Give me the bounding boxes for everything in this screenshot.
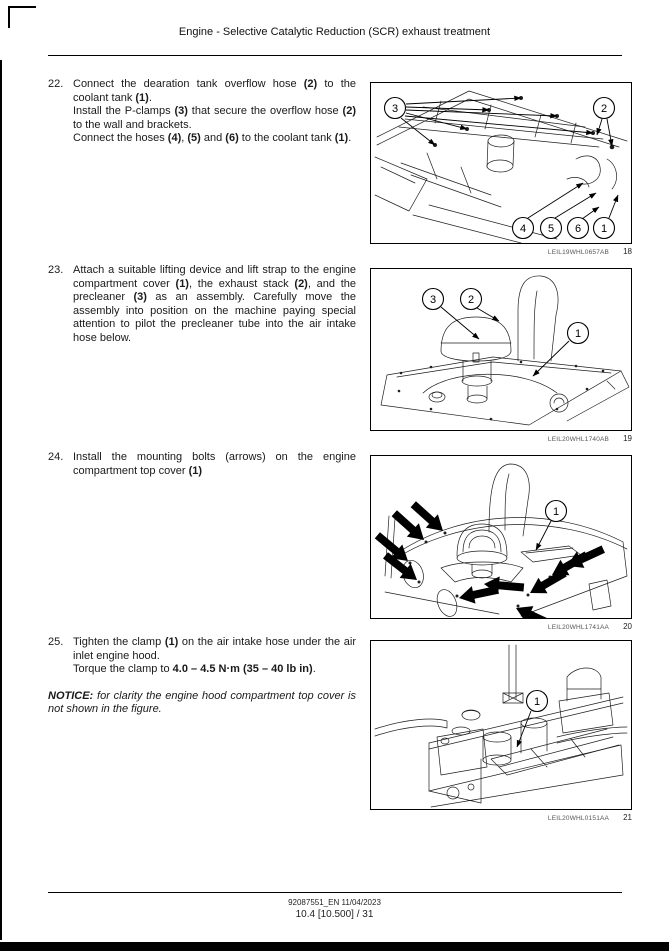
step-column bbox=[48, 451, 370, 478]
callout-number: 4 bbox=[519, 222, 527, 235]
step-23 bbox=[48, 264, 356, 345]
content-row bbox=[48, 76, 632, 258]
mounting-bolts-illustration bbox=[371, 456, 631, 618]
figure-number: 18 bbox=[623, 247, 632, 256]
header-divider bbox=[48, 55, 622, 56]
step-number: 25. bbox=[48, 636, 64, 648]
footer-divider bbox=[48, 892, 622, 893]
content-row bbox=[48, 634, 632, 824]
callout-arrow bbox=[406, 110, 557, 116]
figure-caption bbox=[370, 434, 632, 445]
callout-arrow bbox=[477, 308, 499, 321]
scan-artifact-corner bbox=[8, 6, 36, 28]
step-text bbox=[73, 78, 356, 146]
callout-arrow bbox=[607, 119, 612, 146]
step-text bbox=[73, 264, 356, 345]
callout-arrow bbox=[406, 98, 521, 104]
figure-20 bbox=[370, 455, 632, 633]
engine-bay-illustration bbox=[371, 83, 631, 243]
figure-caption bbox=[370, 622, 632, 633]
callout-number: 1 bbox=[533, 695, 541, 708]
document-reference: 92087551_EN 11/04/2023 bbox=[288, 898, 381, 907]
text-line: NOTICE: for clarity the engine hood compartment top cover is not shown in the figure. bbox=[48, 689, 356, 715]
figure-number: 21 bbox=[623, 813, 632, 822]
content-row bbox=[48, 449, 632, 633]
line-art bbox=[385, 464, 627, 618]
callout-arrow bbox=[609, 195, 618, 218]
line-art bbox=[375, 645, 627, 807]
scan-artifact-left-edge bbox=[0, 60, 2, 940]
figure-code: LEIL20WHL1741AA bbox=[547, 624, 610, 631]
callout-number: 5 bbox=[547, 222, 555, 235]
callout-number: 2 bbox=[600, 102, 608, 115]
text-line: Tighten the clamp (1) on the air intake hose under the air inlet engine hood. bbox=[73, 636, 356, 662]
callout-number: 2 bbox=[467, 293, 475, 306]
page-title: Engine - Selective Catalytic Reduction (SCR) exhaust treatment bbox=[178, 26, 491, 38]
figure-frame bbox=[370, 82, 632, 244]
callout-number: 3 bbox=[429, 293, 437, 306]
callout-arrow bbox=[401, 118, 435, 145]
step-25 bbox=[48, 636, 356, 677]
text-line: Connect the dearation tank overflow hose (2) to the coolant tank (1). bbox=[73, 78, 357, 104]
callout-number: 3 bbox=[391, 102, 399, 115]
figure-code: LEIL20WHL1740AB bbox=[547, 436, 610, 443]
step-number: 22. bbox=[48, 78, 64, 90]
callout-layer bbox=[385, 98, 619, 239]
step-number: 24. bbox=[48, 451, 64, 463]
page-reference: 10.4 [10.500] / 31 bbox=[295, 909, 374, 920]
figure-frame bbox=[370, 455, 632, 619]
figure-column bbox=[370, 640, 632, 824]
step-column bbox=[48, 78, 370, 146]
callout-number: 1 bbox=[552, 505, 560, 518]
figure-number: 19 bbox=[623, 434, 632, 443]
step-column bbox=[48, 636, 370, 717]
figure-frame bbox=[370, 640, 632, 810]
figure-21 bbox=[370, 640, 632, 824]
step-22 bbox=[48, 78, 356, 146]
figure-column bbox=[370, 268, 632, 445]
callout-arrow bbox=[441, 307, 479, 339]
figure-frame bbox=[370, 268, 632, 431]
figure-column bbox=[370, 82, 632, 258]
figure-number: 20 bbox=[623, 622, 632, 631]
figure-code: LEIL20WHL0151AA bbox=[547, 815, 610, 822]
callout-arrow bbox=[517, 711, 531, 747]
notice-block bbox=[48, 690, 356, 717]
callout-arrow bbox=[533, 341, 569, 376]
callout-number: 1 bbox=[574, 327, 582, 340]
figure-caption bbox=[370, 813, 632, 824]
step-text bbox=[73, 451, 356, 478]
figure-18 bbox=[370, 82, 632, 258]
content-row bbox=[48, 262, 632, 445]
step-column bbox=[48, 264, 370, 345]
text-line: Connect the hoses (4), (5) and (6) to the coolant tank (1). bbox=[73, 132, 352, 144]
step-number: 23. bbox=[48, 264, 64, 276]
step-24 bbox=[48, 451, 356, 478]
text-line: Torque the clamp to 4.0 – 4.5 N·m (35 – 40 lb in). bbox=[73, 663, 316, 675]
air-intake-clamp-illustration bbox=[371, 641, 631, 809]
text-line: Attach a suitable lifting device and lift strap to the engine compartment cover (1), the exhaust stack (2), and the precleaner (3) as an assembly. Carefully move the assembly into position on the machine paying special attention to pilot the precleaner tube into the air intake hose below. bbox=[73, 264, 356, 344]
text-line: Install the P-clamps (3) that secure the overflow hose (2) to the wall and brackets. bbox=[73, 105, 356, 131]
callout-number: 6 bbox=[574, 222, 582, 235]
callout-arrow bbox=[528, 183, 583, 218]
step-text bbox=[73, 636, 356, 677]
figure-caption bbox=[370, 247, 632, 258]
figure-19 bbox=[370, 268, 632, 445]
line-art bbox=[381, 276, 629, 425]
callout-number: 1 bbox=[600, 222, 608, 235]
callout-arrow bbox=[582, 207, 599, 219]
figure-code: LEIL19WHL0657AB bbox=[547, 249, 610, 256]
text-line: Install the mounting bolts (arrows) on the engine compartment top cover (1) bbox=[73, 451, 356, 477]
figure-column bbox=[370, 455, 632, 633]
precleaner-assembly-illustration bbox=[371, 269, 631, 430]
scan-artifact-bottom-bar bbox=[0, 942, 669, 951]
